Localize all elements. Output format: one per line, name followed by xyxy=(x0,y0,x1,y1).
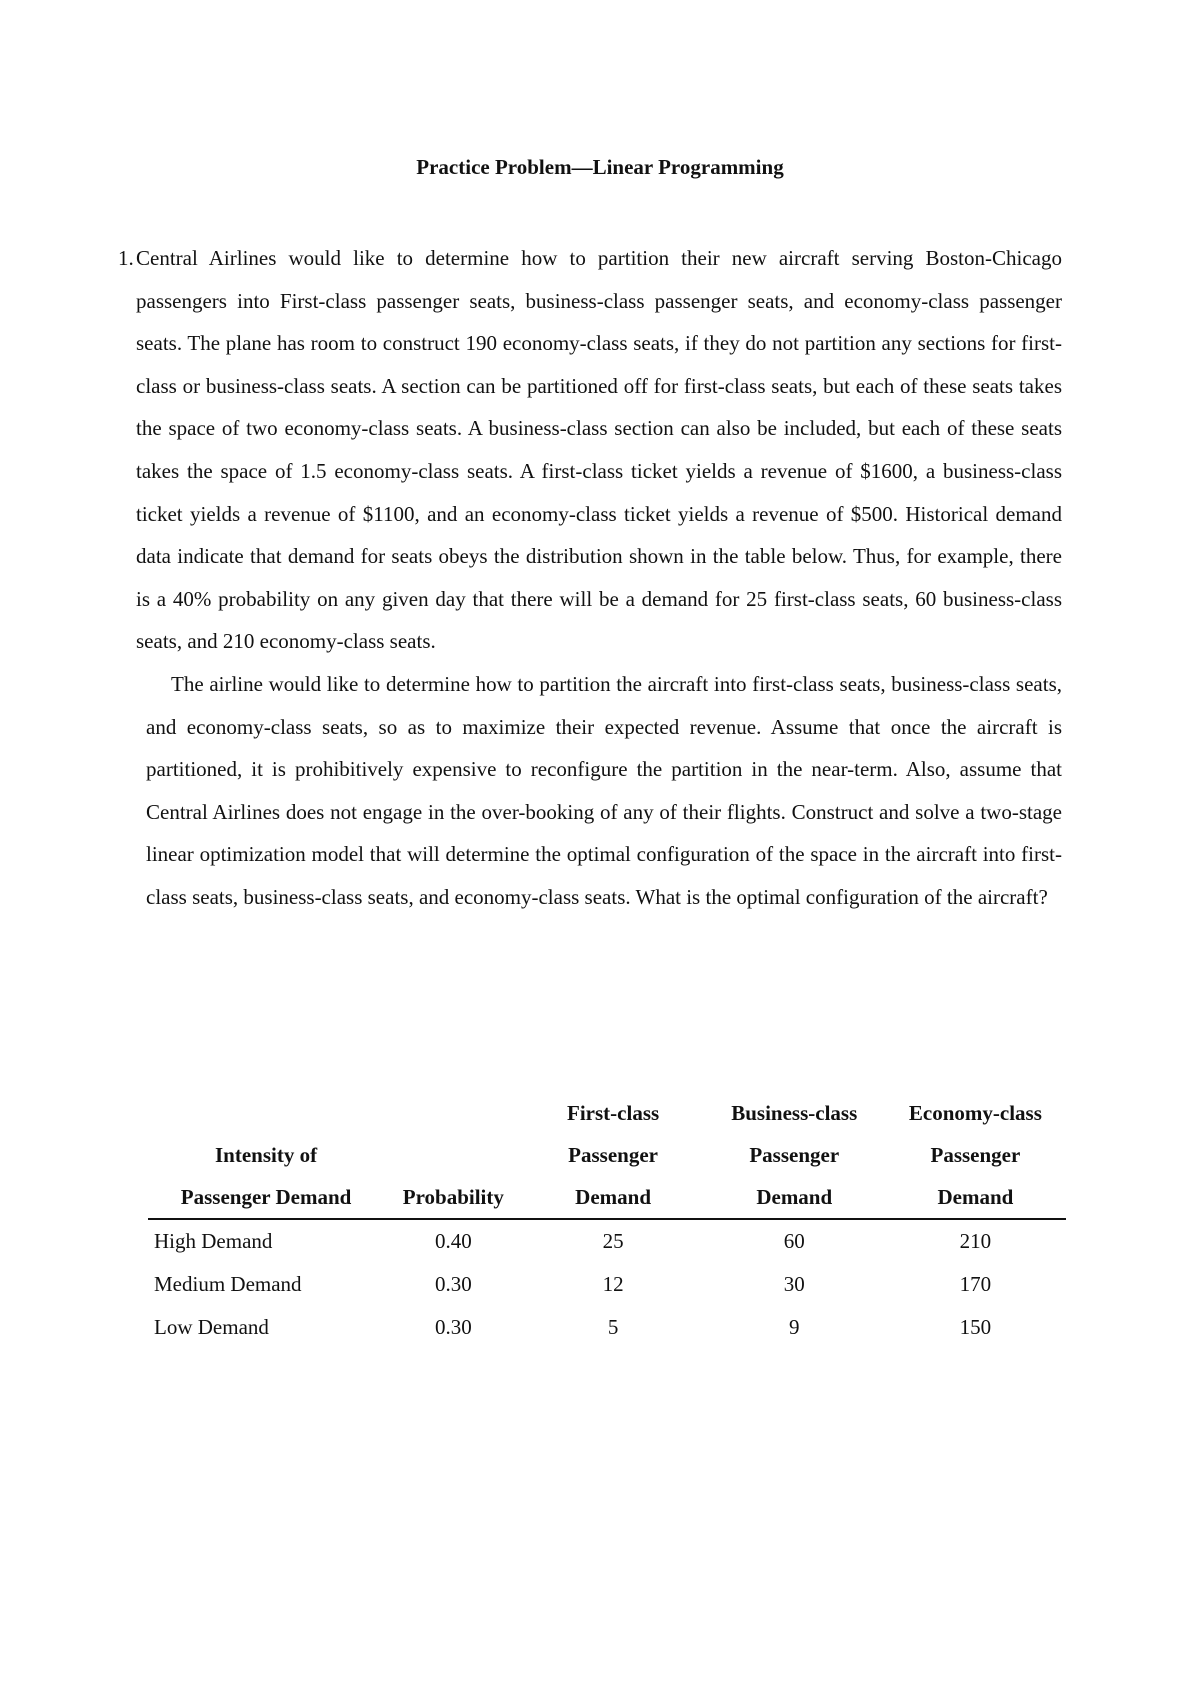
probability-cell: 0.30 xyxy=(434,1315,472,1339)
header-cell: Passenger xyxy=(749,1143,840,1167)
header-cell: Passenger xyxy=(568,1143,658,1167)
economy-class-demand-cell: 170 xyxy=(959,1272,992,1296)
table-body xyxy=(148,1219,1066,1349)
header-cell xyxy=(384,1092,522,1134)
table-row xyxy=(148,1263,1066,1306)
header-cell: Passenger Demand xyxy=(148,1176,384,1219)
probability-cell: 0.40 xyxy=(434,1229,472,1253)
demand-distribution-table xyxy=(148,1092,1066,1349)
economy-class-demand-cell: 210 xyxy=(959,1229,992,1253)
header-cell xyxy=(148,1092,384,1134)
business-class-demand-cell: 30 xyxy=(783,1272,805,1296)
problem-paragraph-2-wrapper xyxy=(136,663,1062,919)
business-class-demand-cell: 60 xyxy=(783,1229,805,1253)
header-cell: Demand xyxy=(704,1176,885,1219)
problem-statement xyxy=(118,237,1062,919)
business-class-demand-cell: 9 xyxy=(789,1315,800,1339)
header-cell: First-class xyxy=(567,1101,660,1125)
demand-intensity-cell: High Demand xyxy=(154,1229,273,1253)
header-cell: Business-class xyxy=(731,1101,858,1125)
problem-number: 1. xyxy=(118,246,134,270)
header-cell: Intensity of xyxy=(215,1143,318,1167)
table-row xyxy=(148,1219,1066,1263)
probability-cell: 0.30 xyxy=(434,1272,472,1296)
demand-intensity-cell: Medium Demand xyxy=(154,1272,302,1296)
first-class-demand-cell: 12 xyxy=(602,1272,624,1296)
problem-paragraph-1: Central Airlines would like to determine how to partition their new aircraft serving Boston-Chicago passengers into First-class passenger seats, business-class passenger seats, and economy-class passenger seats. The plane has room to construct 190 economy-class seats, if they do not partition any sections for first-class or business-class seats. A section can be partitioned off for first-class seats, but each of these seats takes the space of two economy-class seats. A business-class section can also be included, but each of these seats takes the space of 1.5 economy-class seats. A first-class ticket yields a revenue of $1600, a business-class ticket yields a revenue of $1100, and an economy-class ticket yields a revenue of $500. Historical demand data indicate that demand for seats obeys the distribution shown in the table below. Thus, for example, there is a 40% probability on any given day that there will be a demand for 25 first-class seats, 60 business-class seats, and 210 economy-class seats. xyxy=(136,246,1062,654)
economy-class-demand-cell: 150 xyxy=(959,1315,992,1339)
header-cell: Demand xyxy=(523,1176,704,1219)
header-row xyxy=(148,1134,1066,1176)
problem-paragraph-2: The airline would like to determine how to partition the aircraft into first-class seats, business-class seats, and economy-class seats, so as to maximize their expected revenue. Assume that once the aircraft is partitioned, it is prohibitively expensive to reconfigure the partition in the near-term. Also, assume that Central Airlines does not engage in the over-booking of any of their flights. Construct and solve a two-stage linear optimization model that will determine the optimal configuration of the space in the aircraft into first-class seats, business-class seats, and economy-class seats. What is the optimal configuration of the aircraft? xyxy=(146,671,1062,909)
table-header xyxy=(148,1092,1066,1219)
table-row xyxy=(148,1306,1066,1349)
header-cell: Demand xyxy=(885,1176,1066,1219)
header-cell: Economy-class xyxy=(908,1101,1042,1125)
header-cell xyxy=(384,1134,522,1176)
header-row xyxy=(148,1092,1066,1134)
demand-intensity-cell: Low Demand xyxy=(154,1315,269,1339)
header-cell: Passenger xyxy=(930,1143,1021,1167)
page-title: Practice Problem—Linear Programming xyxy=(416,155,784,179)
header-cell: Probability xyxy=(384,1176,522,1219)
header-row xyxy=(148,1176,1066,1219)
first-class-demand-cell: 25 xyxy=(602,1229,624,1253)
first-class-demand-cell: 5 xyxy=(607,1315,619,1339)
